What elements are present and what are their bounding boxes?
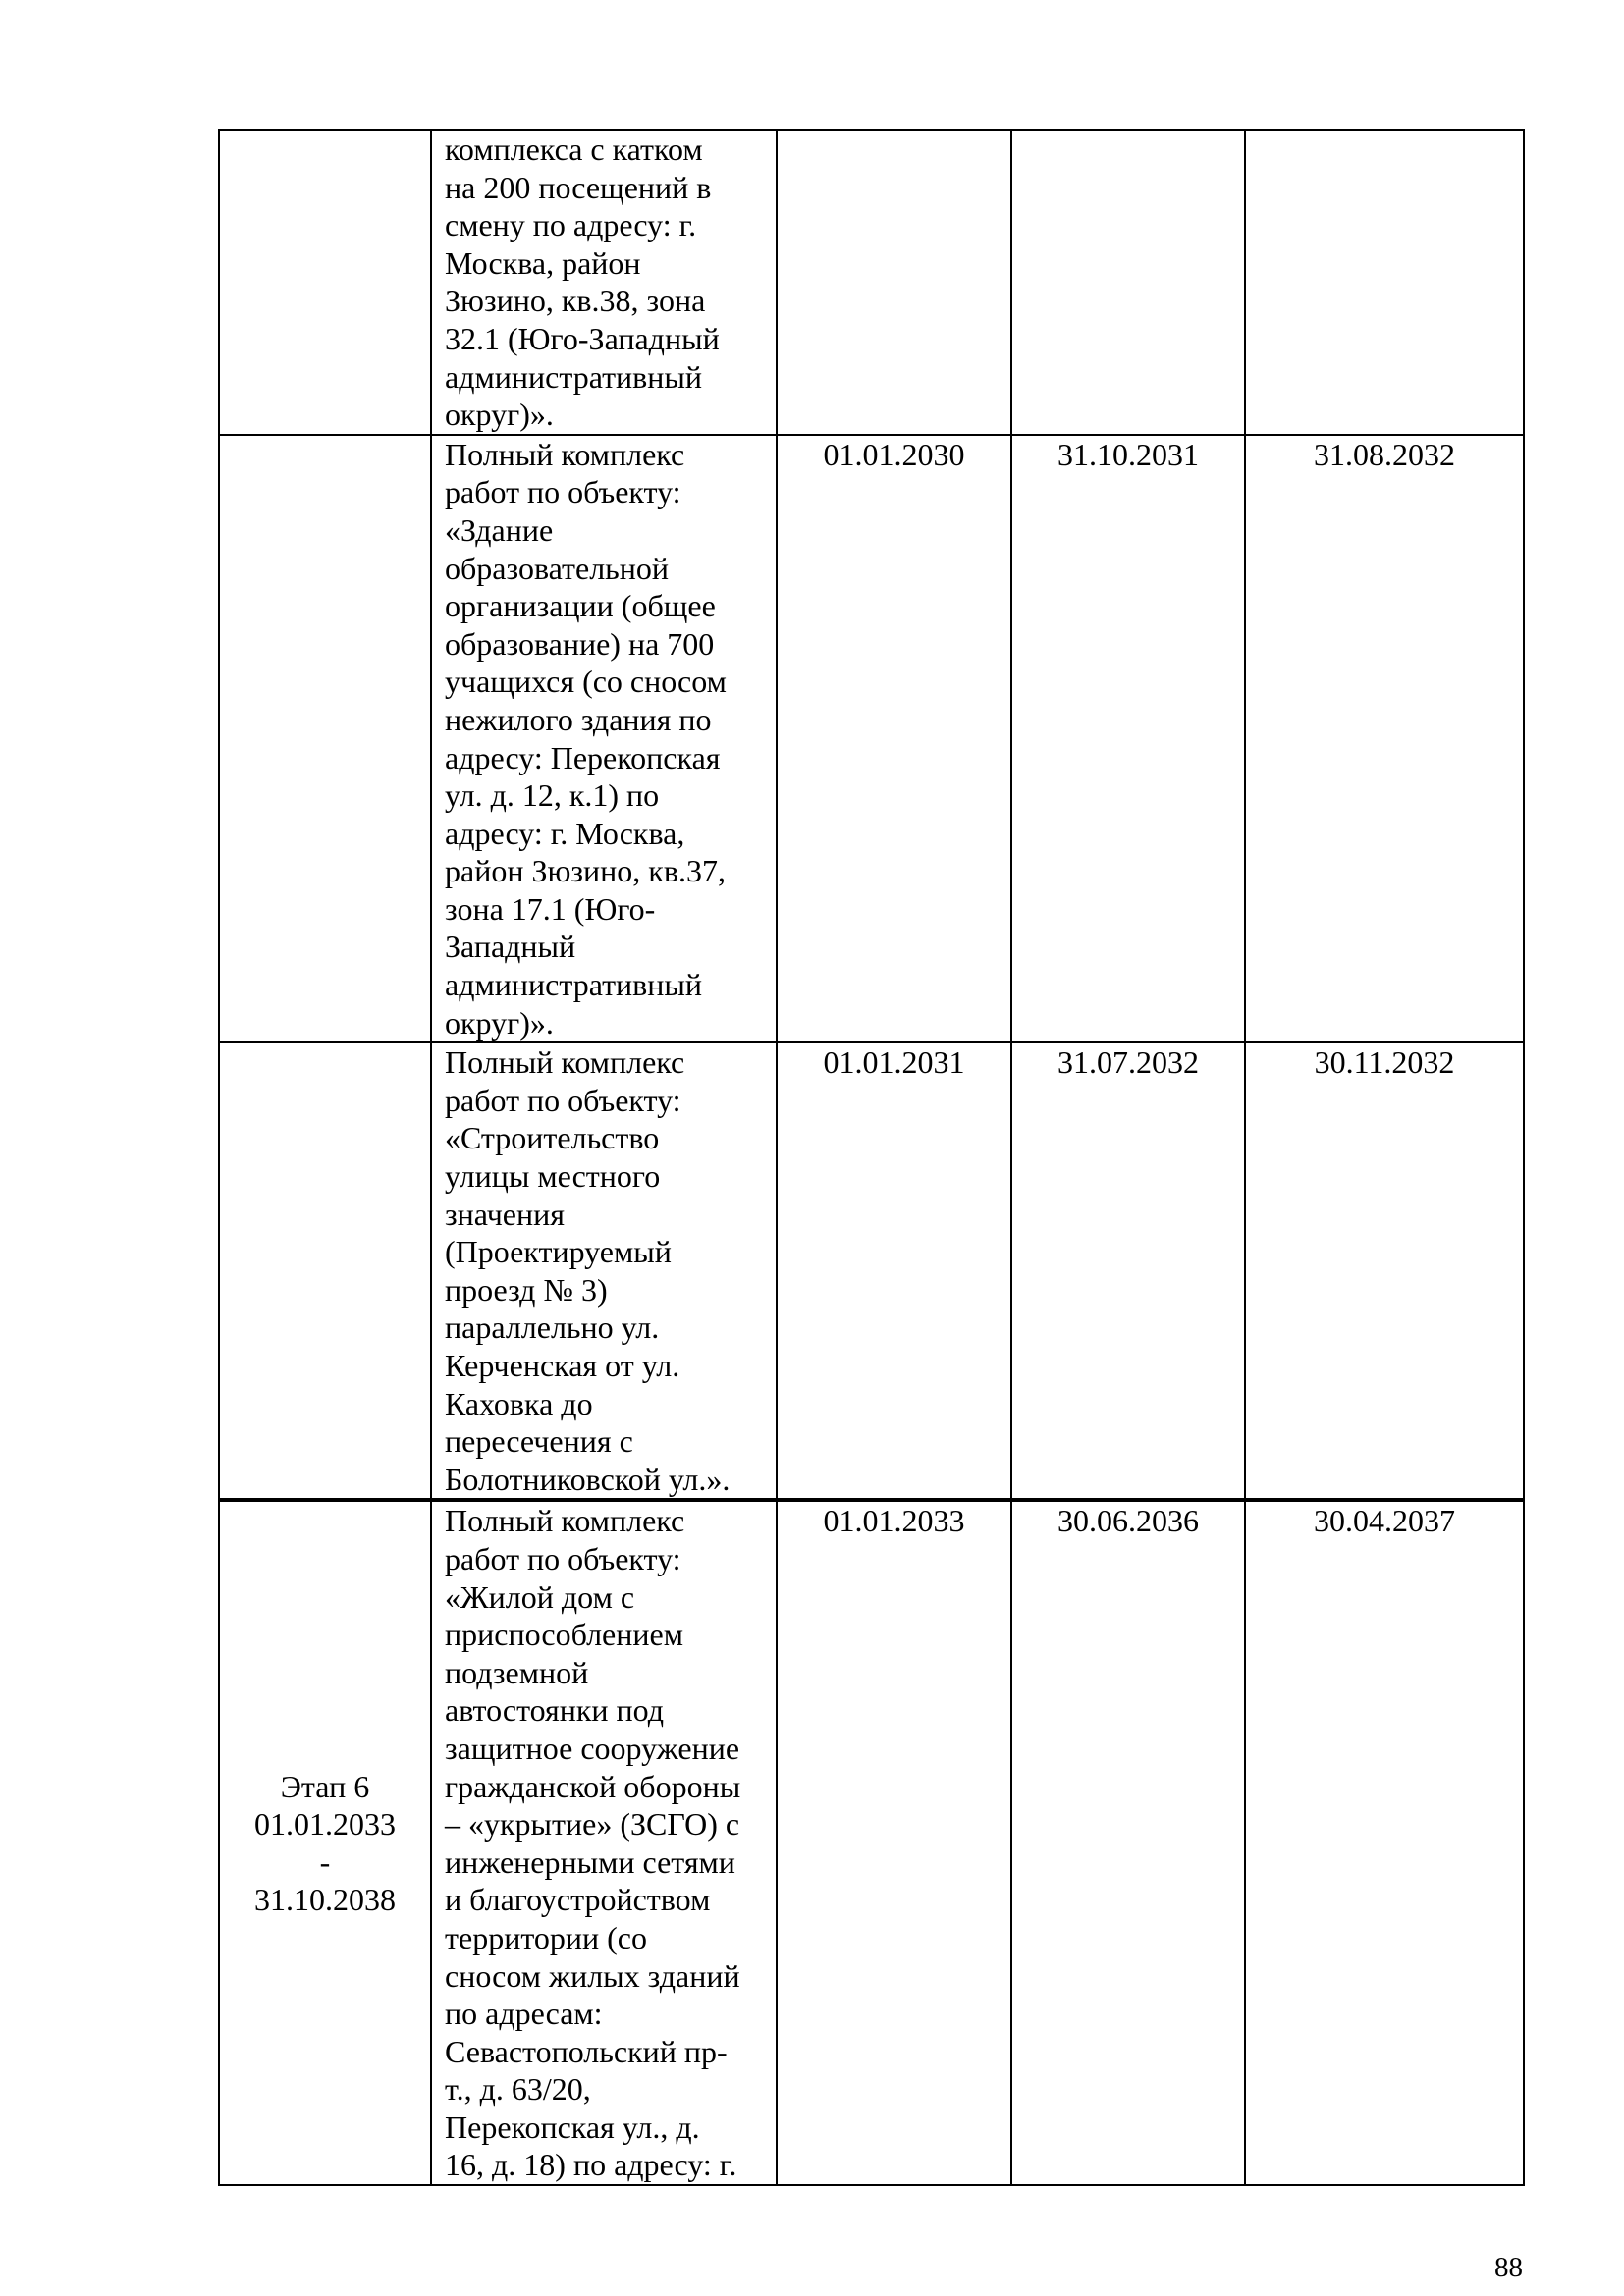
- start-date-cell: 01.01.2033: [777, 1500, 1011, 2185]
- end-date-cell: 31.07.2032: [1011, 1042, 1245, 1500]
- commission-date-cell: 31.08.2032: [1245, 435, 1524, 1043]
- stage-cell: [219, 130, 431, 435]
- commission-date-cell: 30.04.2037: [1245, 1500, 1524, 2185]
- object-description-cell: комплекса с катком на 200 посещений в смену по адресу: г. Москва, район Зюзино, кв.38, зона 32.1 (Юго-Западный административный округ)».: [431, 130, 777, 435]
- start-date-cell: [777, 130, 1011, 435]
- table-row: [219, 1500, 1524, 2185]
- page-number: 88: [1494, 2252, 1523, 2283]
- commission-date-cell: 30.11.2032: [1245, 1042, 1524, 1500]
- table-row: [219, 435, 1524, 1043]
- end-date-cell: 30.06.2036: [1011, 1500, 1245, 2185]
- table-row: [219, 130, 1524, 435]
- object-description-cell: Полный комплекс работ по объекту: «Здание образовательной организации (общее образование) на 700 учащихся (со сносом нежилого здания по адресу: Перекопская ул. д. 12, к.1) по адресу: г. Москва, район Зюзино, кв.37, зона 17.1 (Юго- Западный административный округ)».: [431, 435, 777, 1043]
- end-date-cell: 31.10.2031: [1011, 435, 1245, 1043]
- start-date-cell: 01.01.2031: [777, 1042, 1011, 1500]
- commission-date-cell: [1245, 130, 1524, 435]
- stage-cell: [219, 435, 431, 1043]
- table-row: [219, 1042, 1524, 1500]
- start-date-cell: 01.01.2030: [777, 435, 1011, 1043]
- end-date-cell: [1011, 130, 1245, 435]
- object-description-cell: Полный комплекс работ по объекту: «Строительство улицы местного значения (Проектируемый проезд № 3) параллельно ул. Керченская от ул. Каховка до пересечения с Болотниковской ул.».: [431, 1042, 777, 1500]
- object-description-cell: Полный комплекс работ по объекту: «Жилой дом с приспособлением подземной автостоянки под защитное сооружение гражданской обороны – «укрытие» (ЗСГО) с инженерными сетями и благоустройством территории (со сносом жилых зданий по адресам: Севастопольский пр- т., д. 63/20, Перекопская ул., д. 16, д. 18) по адресу: г.: [431, 1500, 777, 2185]
- schedule-table: [218, 129, 1525, 2186]
- stage-cell: Этап 6 01.01.2033 - 31.10.2038: [219, 1500, 431, 2185]
- stage-cell: [219, 1042, 431, 1500]
